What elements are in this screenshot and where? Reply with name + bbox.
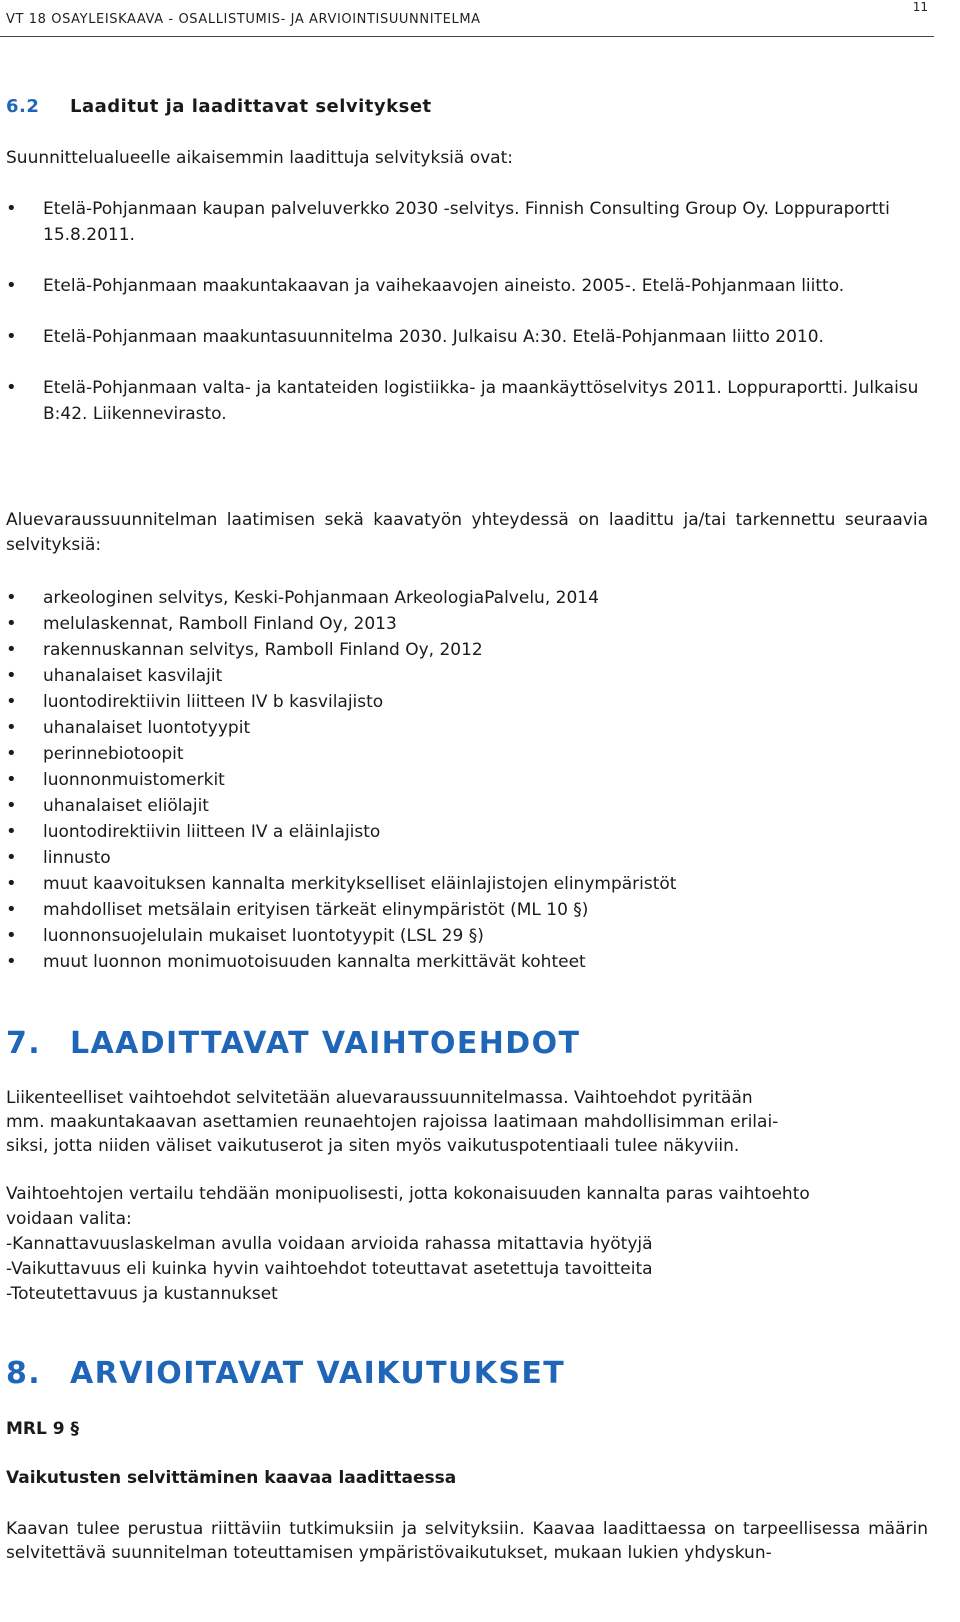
section-number: 8. [6,1356,42,1391]
list-item: • muut kaavoituksen kannalta merkitykselliset eläinlajistojen elinympäristöt [0,871,928,897]
list-item: • perinnebiotoopit [0,741,928,767]
list-item: • Etelä-Pohjanmaan kaupan palveluverkko 2030 -selvitys. Finnish Consulting Group Oy. Loppuraportti 15.8.2011. [0,196,928,248]
paragraph-line: Liikenteelliset vaihtoehdot selvitetään aluevaraussuunnitelmassa. Vaihtoehdot pyritään [6,1088,753,1108]
section-8-paragraph: Kaavan tulee perustua riittäviin tutkimuksiin ja selvityksiin. Kaavaa laadittaessa on tarpeellisessa määrin selvitettävä suunnitelman toteuttamisen ympäristövaikutukset, mukaan lukien yhdyskun- [6,1519,928,1563]
surveys-intro: Aluevaraussuunnitelman laatimisen sekä kaavatyön yhteydessä on laadittu ja/tai tarkennettu seuraavia selvityksiä: [6,510,928,555]
paragraph-line: -Vaikuttavuus eli kuinka hyvin vaihtoehdot toteuttavat asetettuja tavoitteita [6,1259,653,1279]
section-7-paragraph-2 [6,1182,928,1307]
section-8-subheading: Vaikutusten selvittäminen kaavaa laadittaessa [6,1468,457,1488]
section-6-2-heading [6,96,432,117]
section-8-heading [6,1356,565,1391]
list-item: • mahdolliset metsälain erityisen tärkeät elinympäristöt (ML 10 §) [0,897,928,923]
section-7-paragraph-1 [6,1086,928,1158]
law-reference: MRL 9 § [6,1419,80,1439]
list-item: • rakennuskannan selvitys, Ramboll Finland Oy, 2012 [0,637,928,663]
list-item: • luontodirektiivin liitteen IV b kasvilajisto [0,689,928,715]
paragraph-line: mm. maakuntakaavan asettamien reunaehtojen rajoissa laatimaan mahdollisimman erilai- [6,1112,779,1132]
section-title: ARVIOITAVAT VAIKUTUKSET [70,1356,566,1391]
list-item: • uhanalaiset eliölajit [0,793,928,819]
paragraph-line: voidaan valita: [6,1209,132,1229]
section-number: 6.2 [6,96,40,117]
section-title: Laaditut ja laadittavat selvitykset [70,96,432,117]
section-6-2-intro: Suunnittelualueelle aikaisemmin laadittuja selvityksiä ovat: [6,148,513,168]
list-item: • melulaskennat, Ramboll Finland Oy, 2013 [0,611,928,637]
paragraph-line: -Kannattavuuslaskelman avulla voidaan arvioida rahassa mitattavia hyötyjä [6,1234,653,1254]
list-item: • uhanalaiset kasvilajit [0,663,928,689]
list-item: • linnusto [0,845,928,871]
list-item: • uhanalaiset luontotyypit [0,715,928,741]
header-divider [0,36,934,37]
paragraph-line: siksi, jotta niiden väliset vaikutuserot ja siten myös vaikutuspotentiaali tulee näkyviin. [6,1136,740,1156]
surveys-list [0,585,928,975]
paragraph-line: -Toteutettavuus ja kustannukset [6,1284,278,1304]
section-number: 7. [6,1026,42,1061]
section-title: LAADITTAVAT VAIHTOEHDOT [70,1026,581,1061]
document-header-title: VT 18 OSAYLEISKAAVA - OSALLISTUMIS- JA ARVIOINTISUUNNITELMA [6,12,481,27]
list-item: • muut luonnon monimuotoisuuden kannalta merkittävät kohteet [0,949,928,975]
list-item: • arkeologinen selvitys, Keski-Pohjanmaan ArkeologiaPalvelu, 2014 [0,585,928,611]
list-item: • luonnonsuojelulain mukaiset luontotyypit (LSL 29 §) [0,923,928,949]
list-item: • Etelä-Pohjanmaan maakuntakaavan ja vaihekaavojen aineisto. 2005-. Etelä-Pohjanmaan liitto. [0,273,928,299]
list-item: • luontodirektiivin liitteen IV a eläinlajisto [0,819,928,845]
earlier-reports-list [0,196,928,452]
section-7-heading [6,1026,580,1061]
list-item: • Etelä-Pohjanmaan valta- ja kantateiden logistiikka- ja maankäyttöselvitys 2011. Loppuraportti. Julkaisu B:42. Liikennevirasto. [0,375,928,427]
paragraph-line: Vaihtoehtojen vertailu tehdään monipuolisesti, jotta kokonaisuuden kannalta paras vaihtoehto [6,1184,810,1204]
list-item: • Etelä-Pohjanmaan maakuntasuunnitelma 2030. Julkaisu A:30. Etelä-Pohjanmaan liitto 2010. [0,324,928,350]
page-number: 11 [912,0,928,14]
list-item: • luonnonmuistomerkit [0,767,928,793]
